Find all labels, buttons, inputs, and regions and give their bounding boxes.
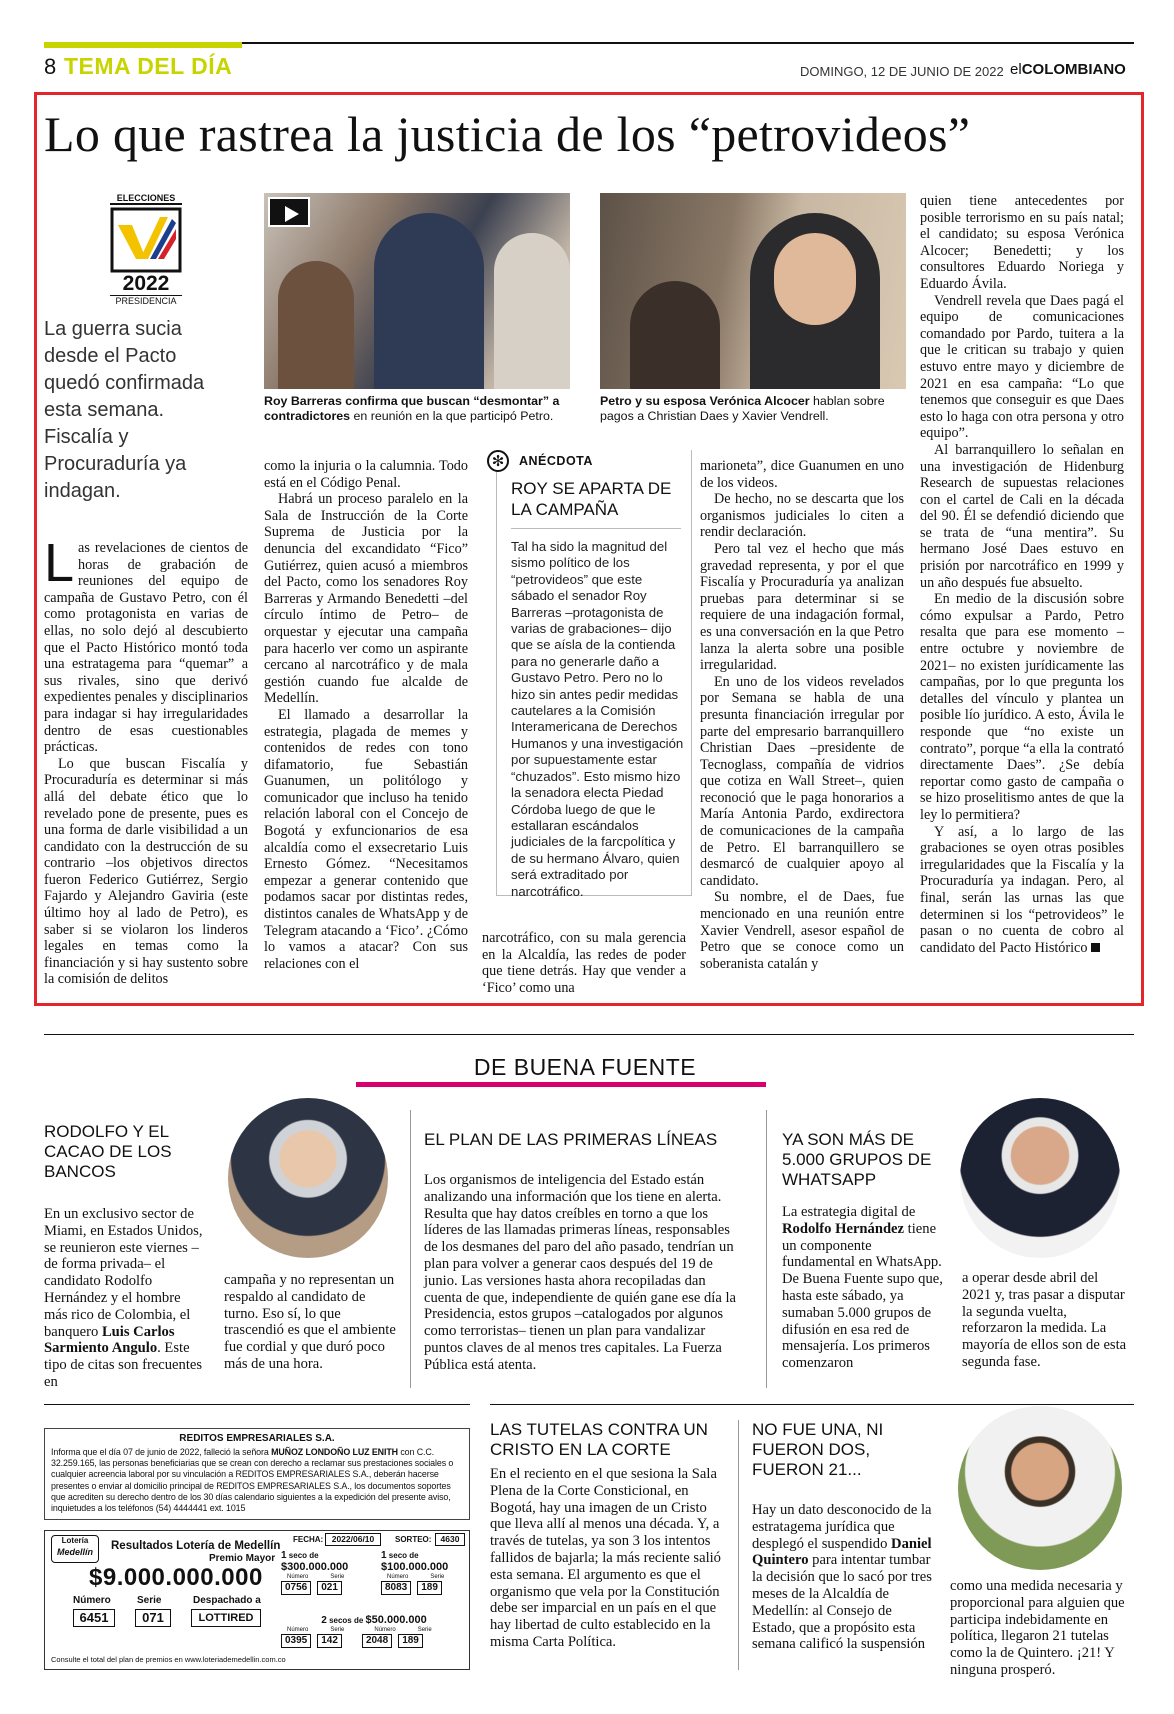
sec1-numero: 0756: [281, 1581, 311, 1595]
col2-paragraph-1: como la injuria o la calumnia. Todo está en el Código Penal.: [264, 458, 468, 491]
photo-petro-alcocer: [600, 193, 906, 389]
sec3a-numero-label: Número: [287, 1627, 309, 1633]
lottery-sorteo-label: SORTEO:: [395, 1535, 432, 1544]
section-accent-bar: [44, 42, 242, 48]
elections-logo-bottom: PRESIDENCIA: [110, 295, 182, 306]
bf3-photo-hernandez: [960, 1098, 1120, 1258]
col5-paragraph-3: Al barranquillero lo señalan en una investigación de Hidenburg Research de supuestas relaciones con el cartel de Cali en la década del 90. Él se defendió diciendo que se trata de “una mentira”. Su hermano José Daes estuvo en prisión por narcotráfico en 1999 y un año después fue absuelto.: [920, 441, 1124, 591]
col4-paragraph-1: marioneta”, dice Guanumen en uno de los videos.: [700, 458, 904, 491]
bf5-text-a2: para intentar tumbar la decisión que lo sacó por tres meses de la Alcaldía de Medellín: al Consejo de Estado, que a propósito esta semana calificó la suspensión: [752, 1552, 932, 1653]
article-deck: La guerra sucia desde el Pacto quedó confirmada esta semana. Fiscalía y Procuraduría ya indagan.: [44, 318, 205, 502]
bf4-text: En el reciento en el que sesiona la Sala Plena de la Corte Consticional, en Bogotá, hay una imagen de un Cristo que lleva allí al menos una década. Y, a través de tutelas, ya son 3 los intentos fallidos de bajarla; la más reciente salió esta semana. El argumento es que el organismo que vela por la Constitución debe ser imparcial en un país en el que hay libertad de culto establecido en la misma Carta Política.: [490, 1466, 721, 1650]
sec2-serie: 189: [417, 1581, 442, 1595]
anecdote-box: [491, 450, 692, 899]
sec3a-serie-label: Serie: [330, 1627, 345, 1633]
bf1-text-a1: En un exclusivo sector de Miami, en Estados Unidos, se reunieron este viernes –de forma privada– el candidato Rodolfo Hernández y el hombre más rico de Colombia, el banquero: [44, 1206, 203, 1340]
bf4-title: LAS TUTELAS CONTRA UN CRISTO EN LA CORTE: [490, 1420, 708, 1459]
lottery-numero: 6451: [73, 1609, 115, 1627]
bf3-text-b: a operar desde abril del 2021 y, tras pasar a disputar la segunda vuelta, reforzaron la medida. La mayoría de ellos son de esta segunda fase.: [962, 1270, 1127, 1370]
bf2-text: Los organismos de inteligencia del Estado están analizando una información que los tiene en alerta. Resulta que hay datos creíbles en torno a que los líderes de las llamadas primeras líneas, responsables de los desmanes del paro del año pasado, tendrían un plan para volver a generar caos después del 19 de junio. Las versiones hasta ahora recopiladas dan cuenta de que, independiente de quién gane ese día la Presidencia, estos grupos –catalogados por algunos como terroristas– tienen un plan para vandalizar puntos claves de al menos tres capitales. La Fuerza Pública está atenta.: [424, 1172, 737, 1373]
sec1-numero-label: Número: [287, 1574, 309, 1580]
article-column-3-bottom: [482, 930, 686, 996]
bf5-text-a1: Hay un dato desconocido de la estratagema jurídica que desplegó el suspendido: [752, 1502, 932, 1552]
sec2-serie-label: Serie: [430, 1574, 445, 1580]
masthead-prefix: el: [1010, 61, 1022, 78]
col5-paragraph-4: En medio de la discusión sobre cómo expulsar a Pardo, Petro resalta que para ese momento –entre octubre y noviembre de 2021– no existen jurídicamente las campañas, por lo que pregunta los detalles del vínculo y plantea un posible lío jurídico. A esto, Ávila le responde que “no existe un contrato”, porque “a ella la contrató directamente Daes”. ¿Se debía reportar como gasto de campaña o se hizo proselitismo antes de que la ley lo permitiera?: [920, 591, 1124, 823]
anecdote-text: Tal ha sido la magnitud del sismo político de los “petrovideos” que este sábado el senador Roy Barreras –protagonista de varias de grabaciones– dijo que se aísla de la contienda para no generarle daño a Gustavo Petro. Pero no lo hizo sin antes pedir medidas cautelares a la Comisión Interamericana de Derechos Humanos y una investigación por supuestamente estar “chuzados”. Esto mismo hizo la senadora electa Piedad Córdoba luego de que le estallaran escándalos judiciales de la farcpolítica y de su hermano Álvaro, quien será extraditado por narcotráfico.: [511, 539, 684, 899]
bf5-text-a-bold: Daniel Quintero: [752, 1535, 932, 1569]
bf1-text-a-bold: Luis Carlos Sarmiento Angulo: [44, 1323, 175, 1357]
bf3-text-a2: tiene un componente fundamental en WhatsApp. De Buena Fuente supo que, hasta este sábado, ya sumaban 5.000 grupos de difusión en esa red de mensajería. Los primeros comenzaron: [782, 1220, 943, 1372]
col4-paragraph-5: Su nombre, el de Daes, fue mencionado en una reunión entre Xavier Vendrell, asesor español de Petro que se conoce como un soberanista catalán y: [700, 889, 904, 972]
masthead-name: COLOMBIANO: [1021, 61, 1126, 78]
sec2-numero: 8083: [381, 1581, 411, 1595]
photo2-figure-a: [630, 281, 720, 389]
dropcap: L: [44, 533, 75, 593]
bf1-title: RODOLFO Y EL CACAO DE LOS BANCOS: [44, 1122, 172, 1181]
bf-divider-3: [738, 1420, 739, 1670]
col1-paragraph-2: Lo que buscan Fiscalía y Procuraduría es determinar si más allá del debate ético que lo revelado pone de presente, pues es una forma de darle visibilidad a un candidato con la destrucción de su contrario –los objetivos directos fueron Federico Gutiérrez, Sergio Fajardo y Alejandro Gaviria (este último hoy al lado de Petro), es saber si se violaron los linderos legales en temas como la financiación y si hay sustento sobre la comisión de delitos: [44, 755, 248, 988]
sec1-amount: $300.000.000: [281, 1561, 349, 1573]
anecdote-title: ROY SE APARTA DE LA CAMPAÑA: [511, 479, 672, 519]
buena-fuente-rule: [44, 1034, 1134, 1035]
sec1-label: seco de: [288, 1551, 319, 1560]
col4-paragraph-3: Pero tal vez el hecho que más gravedad representa, y por el que Fiscalía y Procuraduría ya analizan pruebas para determinar si se requiere de una indagación formal, es una conversación en la que Petro lanza la alerta sobre una posible irregularidad.: [700, 540, 904, 674]
article-column-5: [920, 193, 1124, 956]
photo1-figure-b: [374, 213, 484, 389]
buena-fuente-title: DE BUENA FUENTE: [473, 1054, 697, 1080]
section-name: TEMA DEL DÍA: [64, 53, 233, 79]
sec2-prefix: 1: [381, 1550, 387, 1561]
lottery-numero-label: Número: [73, 1595, 111, 1606]
sec3-label: secos de: [329, 1616, 364, 1625]
bf5-photo-quintero: [958, 1406, 1122, 1570]
sec2-label: seco de: [388, 1551, 419, 1560]
photo1-figure-a: [278, 261, 354, 389]
lottery-seco1: [281, 1551, 375, 1595]
lottery-serie-label: Serie: [137, 1595, 162, 1606]
lottery-fecha-label: FECHA:: [293, 1535, 324, 1544]
sec3b-numero-label: Número: [374, 1627, 396, 1633]
photo1-figure-c: [494, 233, 570, 389]
col2-paragraph-2: Habrá un proceso paralelo en la Sala de Instrucción de la Corte Suprema de Justicia por la denuncia del excandidato “Fico” Gutiérrez, quien acusó a miembros del Pacto, como los senadores Roy Barreras y Armando Benedetti –del círculo íntimo de Petro– de orquestar y ejecutar una campaña para hacerlo ver como un aspirante cercano al narcotráfico y de mala gestión cuando fue alcalde de Medellín.: [264, 491, 468, 707]
photo2-caption-bold: Petro y su esposa Verónica Alcocer: [600, 394, 810, 408]
bf1-photo-sarmiento: [228, 1098, 388, 1258]
lottery-fecha: 2022/06/10: [325, 1533, 381, 1546]
anecdote-kicker: ANÉCDOTA: [519, 454, 593, 468]
bf5-title: [752, 1420, 922, 1480]
notice-text-1: Informa que el día 07 de junio de 2022, falleció la señora: [51, 1447, 272, 1457]
photo1-caption-rest: en reunión en la que participó Petro.: [350, 409, 554, 423]
notice-company: REDITOS EMPRESARIALES S.A.: [179, 1433, 335, 1444]
video-play-icon: [268, 197, 310, 227]
sec2-numero-label: Número: [387, 1574, 409, 1580]
photo2-face: [774, 233, 856, 325]
lottery-seco3: [281, 1615, 467, 1648]
sec3b-numero: 2048: [362, 1634, 392, 1648]
col5-paragraph-2: Vendrell revela que Daes pagá el equipo de comunicaciones comandado por Pardo, tuitera a la que le critican su trabajo y quien estuvo entre mayo y diciembre de 2021 en esa campaña: “Lo que tenemos que conseguir es que Daes esto lo haga con otra persona y otro equipo”.: [920, 292, 1124, 442]
col5-paragraph-1: quien tiene antecedentes por posible terrorismo en su país natal; el candidato; su esposa Verónica Alcocer; Benedetti; y los consultores Eduardo Noriega y Eduardo Ávila.: [920, 193, 1124, 292]
bf3-text-a: [782, 1204, 944, 1372]
end-mark-icon: [1091, 943, 1100, 952]
lottery-subtitle: Premio Mayor: [209, 1553, 276, 1564]
article-column-4: [700, 458, 904, 972]
lottery-logo: [51, 1535, 99, 1563]
elections-logo: [110, 193, 182, 305]
lottery-title: Resultados Lotería de Medellín: [111, 1540, 281, 1552]
masthead: [1010, 61, 1126, 79]
lottery-results: [44, 1530, 470, 1670]
buena-fuente-accent: [356, 1082, 766, 1087]
bf3-title: YA SON MÁS DE 5.000 GRUPOS DE WHATSAPP: [782, 1130, 932, 1189]
col4-paragraph-4: En uno de los videos revelados por Semana se habla de una presunta financiación irregular por parte del empresario barranquillero Christian Daes –presidente de Tecnoglass, compañía de vidrios que cotiza en Wall Street–, quien reconoció que le paga honorarios a María Antonia Pardo, exdirectora de comunicaciones de la campaña de Petro. El barranquillero se desmarcó de cualquier apoyo al candidato.: [700, 673, 904, 889]
edition-date: DOMINGO, 12 DE JUNIO DE 2022: [800, 64, 1004, 79]
page-number: 8: [44, 54, 57, 79]
notice-text-2: con C.C. 32.259.165, las personas beneficiarias que se crean con derecho a reclamar sus prestaciones sociales o cualquier acreencia laboral por su vinculación a REDITOS EMPRESARIALES S.A., deberán hacerse presentes o enviar al domicilio principal de REDITOS EMPRESARIALES S.A., los documentos soportes que acrediten su derecho dentro de los 30 días calendario siguientes a la expedición del presente aviso, inquietudes a los teléfonos (54) 4444441 ext. 1015: [51, 1447, 454, 1514]
col4-paragraph-2: De hecho, no se descarta que los organismos judiciales lo citen a rendir declaración.: [700, 491, 904, 541]
elections-check-icon: [110, 207, 182, 273]
lower-rule-left: [44, 1404, 470, 1405]
sec3-amount: $50.000.000: [365, 1614, 427, 1626]
photo2-caption: [600, 394, 906, 424]
sec3b-serie: 189: [398, 1634, 423, 1648]
lottery-amount: $9.000.000.000: [89, 1564, 263, 1591]
lottery-serie: 071: [135, 1609, 171, 1627]
lottery-logo-top: Lotería: [61, 1536, 89, 1545]
col1-p1-text: as revelaciones de cientos de horas de grabación de reuniones del equipo de campaña de Gustavo Petro, con él como protagonista en varias de ellas, no solo dejó al descubierto que el Pacto Histórico montó toda una estratagema para “quemar” a sus rivales, sino que derivó expedientes penales y disciplinarios para indagar si hay irregularidades dentro de esas cuestionables prácticas.: [44, 540, 248, 756]
article-title: Lo que rastrea la justicia de los “petrovideos”: [44, 106, 971, 162]
anecdote-kicker-row: [487, 450, 691, 472]
lottery-despachado-label: Despachado a: [193, 1595, 261, 1606]
lottery-footer: Consulte el total del plan de premios en www.loteriademedellin.com.co: [51, 1655, 286, 1664]
notice-text-bold: MUÑOZ LONDOÑO LUZ ENITH: [271, 1447, 398, 1457]
bf3-text-a1: La estrategia digital de: [782, 1204, 916, 1220]
lottery-logo-bottom: Medellín: [56, 1547, 93, 1557]
bf5-text-b: como una medida necesaria y proporcional para alguien que participa indebidamente en política, llegaron 21 tutelas como la de Quintero. ¡21! Y ninguna prosperó.: [950, 1578, 1125, 1678]
bf-divider-2: [766, 1110, 767, 1388]
photo2-caption-rest: hablan sobre pagos a Christian Daes y Xavier Vendrell.: [600, 394, 885, 423]
col3-bottom-text: narcotráfico, con su mala gerencia en la Alcaldía, las redes de poder que tiene detrás. Hay que vender a ‘Fico’ como una: [482, 930, 686, 996]
notice-text: [51, 1447, 463, 1514]
elections-logo-top: ELECCIONES: [110, 193, 182, 205]
bf3-text-a-bold: Rodolfo Hernández: [782, 1220, 905, 1237]
photo1-caption-bold: Roy Barreras confirma que buscan “desmontar” a contradictores: [264, 394, 560, 423]
bf1-text-b: campaña y no representan un respaldo al candidato de turno. Eso sí, lo que trascendió es que el ambiente fue cordial y que duró poco más de una hora.: [224, 1272, 396, 1372]
bf1-text-a2: . Este tipo de citas son frecuentes en: [44, 1340, 203, 1390]
article-column-1: [44, 533, 248, 988]
col5-paragraph-5: [920, 824, 1124, 957]
photo1-caption: [264, 394, 570, 424]
col1-paragraph-1: [44, 533, 248, 756]
article-column-2: [264, 458, 468, 972]
col5-p5-text: Y así, a lo largo de las grabaciones se oyen otras posibles irregularidades que la Fiscalía y la Procuraduría ya indagan. Pero, al final, serán las urnas las que determinen si los “petrovideos” le pasan o no cuenta de cobro al candidato del Pacto Histórico: [920, 823, 1124, 956]
sec2-amount: $100.000.000: [381, 1561, 449, 1573]
bf2-title: EL PLAN DE LAS PRIMERAS LÍNEAS: [424, 1130, 718, 1149]
bf5-text-a: [752, 1502, 932, 1653]
sec1-serie-label: Serie: [330, 1574, 345, 1580]
col2-paragraph-3: El llamado a desarrollar la estrategia, plagada de memes y contenidos de redes con tono difamatorio, fue Sebastián Guanumen, un politólogo y comunicador que incluso ha tenido relación laboral con el Concejo de Bogotá y exfuncionarios de esa alcaldía como el exsecretario Luis Ernesto Gómez. “Necesitamos empezar a generar contenido que podamos sacar por distintas redes, distintos canales de WhatsApp y de Telegram atacando a ‘Fico’. ¿Cómo lo vamos a atacar? Con sus relaciones con el: [264, 706, 468, 972]
sec3-prefix: 2: [321, 1615, 327, 1626]
lottery-despachado: LOTTIRED: [191, 1609, 261, 1627]
sec3a-serie: 142: [317, 1634, 342, 1648]
lottery-seco2: [381, 1551, 471, 1595]
bf1-text-a: [44, 1206, 204, 1391]
bf5-title-text: NO FUE UNA, NI FUERON DOS, FUERON 21...: [752, 1420, 884, 1479]
photo-roy-barreras: [264, 193, 570, 389]
sec3a-numero: 0395: [281, 1634, 311, 1648]
flower-icon: ✻: [487, 450, 509, 472]
sec3b-serie-label: Serie: [417, 1627, 432, 1633]
lower-rule-right: [490, 1404, 1134, 1405]
lottery-sorteo: 4630: [435, 1533, 465, 1546]
elections-logo-year: 2022: [122, 272, 170, 295]
obituary-notice: [44, 1428, 470, 1520]
bf-divider-1: [410, 1110, 411, 1388]
sec1-serie: 021: [317, 1581, 342, 1595]
sec1-prefix: 1: [281, 1550, 287, 1561]
